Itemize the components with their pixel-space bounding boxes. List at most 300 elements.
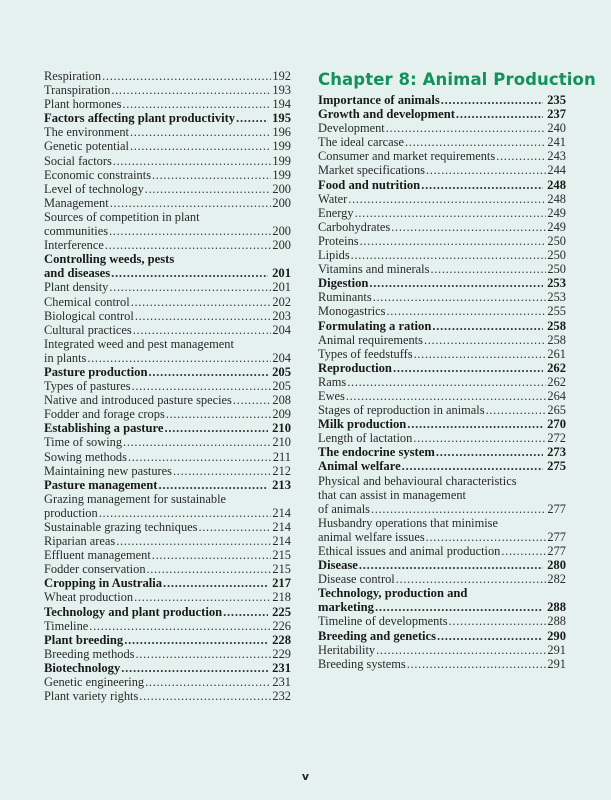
toc-entry-label: Biological control (44, 308, 134, 323)
toc-entry[interactable] (318, 516, 566, 544)
toc-entry-page-number: 231 (272, 660, 291, 675)
toc-entry-label: production (44, 505, 98, 520)
toc-entry-page-number: 228 (272, 632, 291, 647)
dot-leader (109, 280, 271, 294)
toc-entry[interactable] (44, 125, 291, 139)
toc-entry[interactable] (318, 121, 566, 135)
toc-entry-page-number: 200 (272, 195, 291, 210)
toc-entry[interactable] (318, 304, 566, 318)
toc-entry-row (44, 238, 291, 252)
toc-entry-page-number: 208 (272, 393, 291, 408)
dot-leader (158, 478, 268, 492)
dot-leader (122, 97, 271, 111)
toc-entry-page-number: 265 (547, 403, 566, 418)
toc-entry-row (44, 478, 291, 492)
toc-entry[interactable] (44, 182, 291, 196)
toc-entry-page-number: 270 (547, 417, 566, 432)
toc-entry[interactable] (318, 248, 566, 262)
dot-leader (375, 600, 543, 614)
dot-leader (386, 304, 546, 318)
toc-entry-page-number: 249 (547, 219, 566, 234)
toc-entry-page-number: 277 (547, 501, 566, 516)
toc-entry-row (44, 97, 291, 111)
toc-entry[interactable] (318, 431, 566, 445)
toc-entry-page-number: 210 (272, 435, 291, 450)
toc-entry-row (44, 407, 291, 421)
toc-entry[interactable] (44, 407, 291, 421)
toc-entry-row (318, 445, 566, 459)
toc-section-entry[interactable] (318, 319, 566, 333)
page-number: v (301, 770, 310, 783)
dot-leader (113, 154, 272, 168)
toc-right-column (318, 69, 596, 671)
toc-entry-row (44, 689, 291, 703)
toc-entry-row (318, 107, 566, 121)
toc-entry-page-number: 193 (272, 83, 291, 98)
toc-entry-row (44, 393, 291, 407)
toc-entry-row (318, 121, 566, 135)
toc-entry-page-number: 196 (272, 125, 291, 140)
toc-entry-page-number: 195 (272, 111, 291, 126)
dot-leader (413, 431, 546, 445)
toc-entry-label: Market specifications (318, 163, 426, 178)
toc-entry-row (44, 224, 291, 238)
dot-leader (386, 121, 547, 135)
toc-entry-row (44, 280, 291, 294)
toc-entry-label-line: Integrated weed and pest management (44, 336, 234, 351)
toc-entry-row (318, 304, 566, 318)
dot-leader (432, 319, 543, 333)
toc-entry-page-number: 291 (547, 642, 566, 657)
toc-entry-row (318, 347, 566, 361)
toc-entry-label: Reproduction (318, 360, 392, 375)
toc-entry-label: Consumer and market requirements (318, 149, 496, 164)
toc-entry[interactable] (44, 337, 291, 365)
toc-entry-label: Ethical issues and animal production (318, 544, 501, 558)
toc-entry-row (44, 647, 291, 661)
toc-section-entry[interactable] (318, 629, 566, 643)
toc-entry-label: Plant density (44, 280, 109, 295)
dot-leader (123, 435, 271, 449)
dot-leader (424, 333, 546, 347)
toc-entry-row (44, 83, 291, 97)
toc-entry-label-line: Technology, production and (318, 586, 468, 601)
toc-entry-row (318, 135, 566, 149)
toc-entry[interactable] (44, 647, 291, 661)
toc-section-entry[interactable] (44, 421, 291, 435)
dot-leader (145, 675, 271, 689)
dot-leader (405, 135, 546, 149)
toc-entry[interactable] (44, 435, 291, 449)
dot-leader (87, 351, 271, 365)
dot-leader (486, 403, 547, 417)
toc-entry-page-number: 202 (272, 294, 291, 309)
dot-leader (173, 464, 271, 478)
toc-section-entry[interactable] (318, 93, 566, 107)
toc-entry-row (44, 351, 291, 365)
dot-leader (407, 417, 543, 431)
toc-left-column (44, 69, 291, 703)
toc-entry[interactable] (318, 403, 566, 417)
toc-entry-label: Disease (318, 558, 358, 573)
toc-entry[interactable] (318, 544, 566, 558)
toc-entry-label: Proteins (318, 233, 359, 248)
toc-entry-label: Genetic potential (44, 139, 129, 154)
toc-entry-page-number: 210 (272, 421, 291, 436)
toc-entry-page-number: 212 (272, 463, 291, 478)
toc-entry-label: Level of technology (44, 181, 144, 196)
dot-leader (131, 295, 272, 309)
dot-leader (426, 163, 546, 177)
toc-entry[interactable] (318, 389, 566, 403)
dot-leader (373, 290, 547, 304)
toc-entry[interactable] (44, 238, 291, 252)
toc-entry[interactable] (44, 590, 291, 604)
dot-leader (347, 375, 546, 389)
toc-entry-row (318, 657, 566, 671)
dot-leader (132, 379, 272, 393)
toc-entry-row (318, 178, 566, 192)
toc-entry-row (44, 605, 291, 619)
toc-entry-label: Management (44, 195, 109, 210)
toc-entry-page-number: 288 (547, 614, 566, 629)
toc-entry-label: Ruminants (318, 290, 372, 305)
toc-section-entry[interactable] (318, 417, 566, 431)
toc-entry[interactable] (44, 69, 291, 83)
toc-entry-page-number: 291 (547, 656, 566, 671)
toc-entry[interactable] (44, 196, 291, 210)
toc-entry-page-number: 273 (547, 445, 566, 460)
toc-entry[interactable] (318, 262, 566, 276)
toc-entry-label: Establishing a pasture (44, 421, 164, 436)
toc-entry[interactable] (44, 83, 291, 97)
toc-entry-page-number: 217 (272, 576, 291, 591)
dot-leader (148, 365, 268, 379)
toc-entry[interactable] (318, 206, 566, 220)
toc-entry-page-number: 250 (547, 262, 566, 277)
dot-leader (348, 192, 546, 206)
toc-entry-page-number: 218 (272, 590, 291, 605)
toc-section-entry[interactable] (318, 558, 566, 572)
toc-entry-row (44, 139, 291, 153)
dot-leader (133, 323, 272, 337)
toc-entry-row (318, 530, 566, 544)
toc-entry-page-number: 226 (272, 618, 291, 633)
dot-leader (102, 69, 271, 83)
toc-entry[interactable] (44, 520, 291, 534)
toc-entry-page-number: 204 (272, 322, 291, 337)
toc-entry-row (44, 182, 291, 196)
toc-entry[interactable] (44, 139, 291, 153)
toc-entry[interactable] (44, 379, 291, 393)
toc-entry-label: The endocrine system (318, 445, 435, 460)
dot-leader (135, 309, 272, 323)
toc-entry[interactable] (318, 333, 566, 347)
toc-entry-label: Transpiration (44, 83, 111, 98)
toc-entry-row (318, 558, 566, 572)
toc-section-entry[interactable] (318, 276, 566, 290)
toc-entry-row (44, 196, 291, 210)
dot-leader (164, 421, 268, 435)
toc-entry[interactable] (44, 323, 291, 337)
toc-entry-label: Pasture production (44, 364, 148, 379)
toc-entry-label: Stages of reproduction in animals (318, 403, 485, 418)
toc-entry[interactable] (44, 675, 291, 689)
dot-leader (391, 220, 546, 234)
toc-entry-row (318, 93, 566, 107)
toc-entry-row (318, 333, 566, 347)
toc-entry-label: Respiration (44, 69, 102, 83)
toc-entry-label: The environment (44, 125, 129, 140)
toc-entry[interactable] (44, 464, 291, 478)
toc-entry-row (318, 276, 566, 290)
toc-entry-row (44, 633, 291, 647)
toc-entry-label: and diseases (44, 266, 111, 281)
toc-entry[interactable] (318, 135, 566, 149)
toc-entry-row (44, 534, 291, 548)
toc-entry-label: Breeding and genetics (318, 628, 437, 643)
toc-entry-row (318, 361, 566, 375)
toc-entry-row (44, 365, 291, 379)
toc-section-entry[interactable] (318, 107, 566, 121)
toc-entry[interactable] (318, 234, 566, 248)
toc-entry[interactable] (44, 450, 291, 464)
toc-entry-label: Timeline of developments (318, 614, 448, 629)
toc-entry-row (44, 69, 291, 83)
toc-entry-label: Fodder conservation (44, 562, 146, 577)
dot-leader (198, 520, 271, 534)
toc-entry-page-number: 214 (272, 505, 291, 520)
toc-entry[interactable] (44, 689, 291, 703)
toc-entry[interactable] (44, 534, 291, 548)
toc-entry-page-number: 249 (547, 205, 566, 220)
toc-entry-row (318, 417, 566, 431)
toc-section-entry[interactable] (44, 661, 291, 675)
toc-entry-row (44, 590, 291, 604)
toc-entry[interactable] (44, 280, 291, 294)
toc-section-entry[interactable] (44, 478, 291, 492)
toc-entry-label: Water (318, 191, 348, 206)
toc-entry[interactable] (44, 548, 291, 562)
toc-entry-page-number: 248 (547, 177, 566, 192)
dot-leader (130, 125, 271, 139)
toc-entry[interactable] (44, 210, 291, 238)
toc-entry-page-number: 203 (272, 308, 291, 323)
toc-entry-page-number: 225 (272, 604, 291, 619)
dot-leader (456, 107, 543, 121)
dot-leader (449, 614, 547, 628)
toc-entry-page-number: 211 (272, 449, 291, 464)
toc-entry-page-number: 229 (272, 646, 291, 661)
dot-leader (355, 206, 547, 220)
toc-entry[interactable] (44, 562, 291, 576)
toc-entry-label-line: that can assist in management (318, 487, 466, 502)
toc-entry-page-number: 288 (547, 600, 566, 615)
dot-leader (147, 562, 272, 576)
toc-entry[interactable] (318, 347, 566, 361)
toc-entry-row (44, 421, 291, 435)
toc-entry[interactable] (44, 154, 291, 168)
toc-entry[interactable] (44, 295, 291, 309)
toc-entry-label: Plant hormones (44, 97, 122, 112)
toc-section-entry[interactable] (44, 633, 291, 647)
toc-entry-row (44, 548, 291, 562)
toc-entry-label: Ewes (318, 388, 345, 403)
toc-entry-row (44, 619, 291, 633)
dot-leader (436, 445, 543, 459)
toc-section-entry[interactable] (44, 252, 291, 280)
toc-entry-page-number: 199 (272, 139, 291, 154)
toc-entry-label-line: Physical and behavioural characteristics (318, 473, 517, 488)
toc-entry-row (44, 675, 291, 689)
toc-entry-label: Breeding methods (44, 646, 135, 661)
toc-entry[interactable] (44, 168, 291, 182)
toc-entry-page-number: 272 (547, 431, 566, 446)
toc-entry-page-number: 231 (272, 675, 291, 690)
toc-entry[interactable] (318, 290, 566, 304)
toc-entry-page-number: 261 (547, 346, 566, 361)
toc-entry[interactable] (44, 393, 291, 407)
toc-entry-label: Genetic engineering (44, 675, 145, 690)
toc-section-entry[interactable] (44, 605, 291, 619)
toc-entry-page-number: 248 (547, 191, 566, 206)
toc-entry-row (318, 319, 566, 333)
dot-leader (371, 502, 546, 516)
toc-entry-page-number: 262 (547, 360, 566, 375)
dot-leader (393, 361, 543, 375)
dot-leader (414, 347, 547, 361)
toc-entry-row (44, 154, 291, 168)
toc-entry-label: Economic constraints (44, 167, 152, 182)
dot-leader (109, 224, 271, 238)
toc-entry-label: Sowing methods (44, 449, 127, 464)
dot-leader (152, 548, 272, 562)
toc-entry-row (318, 643, 566, 657)
toc-entry-label: Fodder and forage crops (44, 407, 165, 422)
toc-entry-page-number: 199 (272, 167, 291, 182)
toc-entry[interactable] (318, 643, 566, 657)
toc-entry-label: Chemical control (44, 294, 130, 309)
toc-entry-row (44, 450, 291, 464)
toc-entry-page-number: 255 (547, 304, 566, 319)
dot-leader (89, 619, 271, 633)
toc-entry-page-number: 214 (272, 520, 291, 534)
toc-entry-row (318, 459, 566, 473)
toc-entry-page-number: 205 (272, 364, 291, 379)
toc-entry-row (318, 262, 566, 276)
toc-entry[interactable] (44, 97, 291, 111)
toc-entry-label: Biotechnology (44, 660, 121, 675)
toc-entry-label: Heritability (318, 642, 376, 657)
toc-entry[interactable] (44, 619, 291, 633)
toc-entry-row (318, 544, 566, 558)
toc-section-entry[interactable] (318, 459, 566, 473)
toc-entry-page-number: 250 (547, 248, 566, 263)
toc-section-entry[interactable] (318, 361, 566, 375)
toc-entry[interactable] (44, 309, 291, 323)
toc-entry-row (44, 266, 291, 280)
toc-entry-row (318, 629, 566, 643)
dot-leader (124, 633, 268, 647)
toc-entry[interactable] (318, 474, 566, 516)
toc-entry-page-number: 243 (547, 149, 566, 164)
toc-entry-page-number: 240 (547, 121, 566, 136)
toc-section-entry[interactable] (44, 111, 291, 125)
dot-leader (233, 393, 272, 407)
toc-section-entry[interactable] (44, 365, 291, 379)
toc-entry-label-line: Sources of competition in plant (44, 209, 200, 224)
dot-leader (136, 647, 272, 661)
toc-section-entry[interactable] (318, 178, 566, 192)
toc-entry-label: Wheat production (44, 590, 134, 605)
toc-entry[interactable] (318, 149, 566, 163)
dot-leader (152, 168, 271, 182)
toc-entry-label: Disease control (318, 572, 395, 587)
chapter-heading: Chapter 8: Animal Production (318, 70, 596, 89)
toc-section-entry[interactable] (44, 576, 291, 590)
toc-entry-page-number: 200 (272, 238, 291, 253)
toc-entry[interactable] (318, 220, 566, 234)
dot-leader (346, 389, 547, 403)
toc-entry-page-number: 205 (272, 379, 291, 394)
dot-leader (501, 544, 546, 558)
toc-entry[interactable] (318, 375, 566, 389)
toc-entry-row (318, 431, 566, 445)
dot-leader (369, 276, 543, 290)
toc-section-entry[interactable] (318, 586, 566, 614)
toc-entry-row (318, 149, 566, 163)
toc-entry-row (44, 435, 291, 449)
toc-entry-label: Food and nutrition (318, 177, 421, 192)
toc-entry-row (44, 576, 291, 590)
toc-entry-label: animal welfare issues (318, 529, 425, 544)
toc-entry-page-number: 194 (272, 97, 291, 112)
toc-entry[interactable] (318, 192, 566, 206)
toc-entry-row (318, 248, 566, 262)
toc-entry[interactable] (318, 163, 566, 177)
toc-entry-row (44, 379, 291, 393)
dot-leader (116, 534, 271, 548)
dot-leader (359, 558, 543, 572)
toc-entry-row (318, 220, 566, 234)
toc-entry-page-number: 214 (272, 534, 291, 549)
toc-entry-page-number: 201 (272, 280, 291, 295)
toc-entry-page-number: 244 (547, 163, 566, 178)
toc-entry[interactable] (44, 492, 291, 520)
toc-entry-label: Effluent management (44, 548, 151, 563)
toc-entry-page-number: 237 (547, 107, 566, 122)
toc-entry-page-number: 277 (547, 544, 566, 558)
toc-entry-page-number: 200 (272, 224, 291, 239)
dot-leader (396, 572, 547, 586)
toc-entry-page-number: 232 (272, 689, 291, 704)
toc-section-entry[interactable] (318, 445, 566, 459)
dot-leader (111, 266, 268, 280)
toc-entry-label: Importance of animals (318, 93, 440, 107)
toc-entry-label: Milk production (318, 417, 407, 432)
toc-entry-label: Animal requirements (318, 332, 423, 347)
toc-entry-page-number: 250 (547, 233, 566, 248)
toc-entry-label: Vitamins and minerals (318, 262, 430, 277)
toc-entry-label: Breeding systems (318, 656, 406, 671)
toc-entry-row (44, 295, 291, 309)
toc-entry-label: Technology and plant production (44, 604, 223, 619)
toc-entry[interactable] (318, 657, 566, 671)
dot-leader (110, 196, 272, 210)
toc-entry[interactable] (318, 614, 566, 628)
toc-entry-label-line: Husbandry operations that minimise (318, 515, 498, 530)
toc-entry[interactable] (318, 572, 566, 586)
